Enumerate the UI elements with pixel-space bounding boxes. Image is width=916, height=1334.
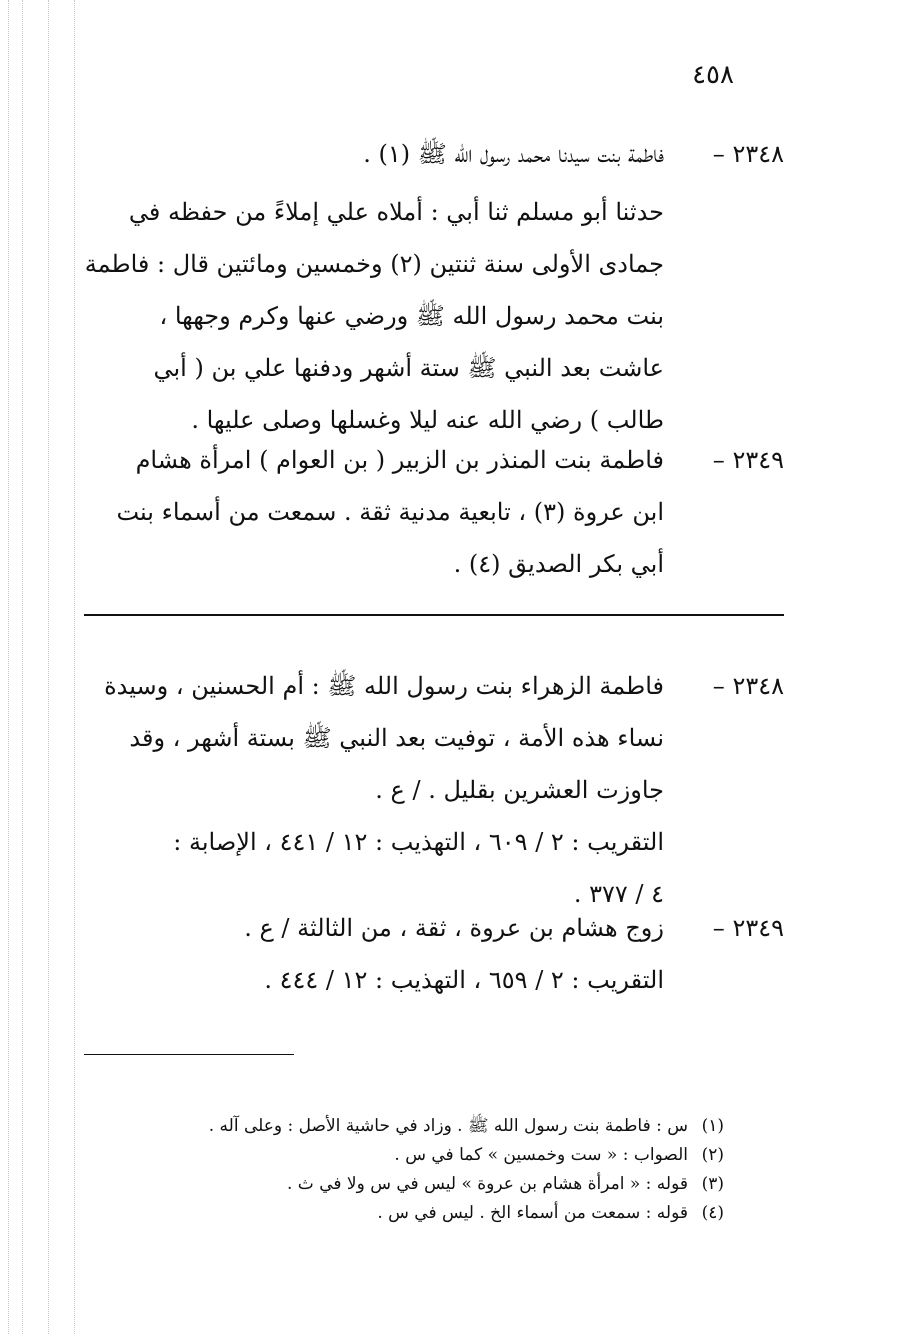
text-line: التقريب : ٢ / ٦٠٩ ، التهذيب : ١٢ / ٤٤١ ، الإصابة : xyxy=(173,828,664,856)
text-line: عاشت بعد النبي ﷺ ستة أشهر ودفنها علي بن ( أبي xyxy=(153,354,664,382)
entry-body xyxy=(84,486,664,590)
entry-heading: فاطمة بنت المنذر بن الزبير ( بن العوام ) امرأة هشام xyxy=(135,446,664,474)
text-line: حدثنا أبو مسلم ثنا أبي : أملاه علي إملاءً من حفظه في xyxy=(128,198,664,226)
text-line: ٤ / ٣٧٧ . xyxy=(573,880,664,908)
text-line: نساء هذه الأمة ، توفيت بعد النبي ﷺ بستة أشهر ، وقد xyxy=(129,724,664,752)
entry-body xyxy=(84,712,664,920)
entry-body xyxy=(84,954,664,1006)
entry-number: ٢٣٤٨ – xyxy=(712,140,784,168)
footnote-2 xyxy=(104,1141,724,1170)
text-line: طالب ) رضي الله عنه ليلا وغسلها وصلى عليها . xyxy=(191,406,664,434)
entry-number: ٢٣٤٩ – xyxy=(712,446,784,474)
footnote-marker: (٣) xyxy=(701,1174,724,1194)
footnote-marker: (٤) xyxy=(701,1203,724,1223)
entry-heading: زوج هشام بن عروة ، ثقة ، من الثالثة / ع . xyxy=(244,914,664,942)
entry-heading: فاطمة الزهراء بنت رسول الله ﷺ : أم الحسنين ، وسيدة xyxy=(104,672,664,700)
entry-number: ٢٣٤٨ – xyxy=(712,672,784,700)
footnote-text: الصواب : « ست وخمسين » كما في س . xyxy=(394,1145,688,1165)
footnote-1 xyxy=(104,1112,724,1141)
text-line: التقريب : ٢ / ٦٥٩ ، التهذيب : ١٢ / ٤٤٤ . xyxy=(264,966,664,994)
section-divider xyxy=(84,614,784,616)
footnote-3 xyxy=(104,1170,724,1199)
page-number: ٤٥٨ xyxy=(692,60,734,90)
text-line: جمادى الأولى سنة ثنتين (٢) وخمسين ومائتين قال : فاطمة xyxy=(84,250,664,278)
footnote-rule xyxy=(84,1054,294,1055)
entry-2348-note xyxy=(84,660,784,920)
footnote-4 xyxy=(104,1199,724,1228)
entry-2348-main xyxy=(84,128,784,446)
text-line: جاوزت العشرين بقليل . / ع . xyxy=(375,776,664,804)
text-line: أبي بكر الصديق (٤) . xyxy=(453,550,664,578)
footnote-marker: (٢) xyxy=(701,1145,724,1165)
footnote-text: س : فاطمة بنت رسول الله ﷺ . وزاد في حاشية الأصل : وعلى آله . xyxy=(208,1116,688,1136)
text-line: بنت محمد رسول الله ﷺ ورضي عنها وكرم وجهها ، xyxy=(159,302,664,330)
entry-heading: فاطمة بنت سيدنا محمد رسول الله ﷺ (١) . xyxy=(363,140,664,168)
footnote-marker: (١) xyxy=(701,1116,724,1136)
entry-2349-note xyxy=(84,902,784,1006)
footnote-text: قوله : « امرأة هشام بن عروة » ليس في س ولا في ث . xyxy=(286,1174,688,1194)
entry-body xyxy=(84,186,664,446)
footnotes xyxy=(104,1112,724,1228)
entry-2349-main xyxy=(84,434,784,590)
text-line: ابن عروة (٣) ، تابعية مدنية ثقة . سمعت من أسماء بنت xyxy=(116,498,664,526)
entry-number: ٢٣٤٩ – xyxy=(712,914,784,942)
book-page xyxy=(84,0,784,1334)
footnote-text: قوله : سمعت من أسماء الخ . ليس في س . xyxy=(377,1203,688,1223)
